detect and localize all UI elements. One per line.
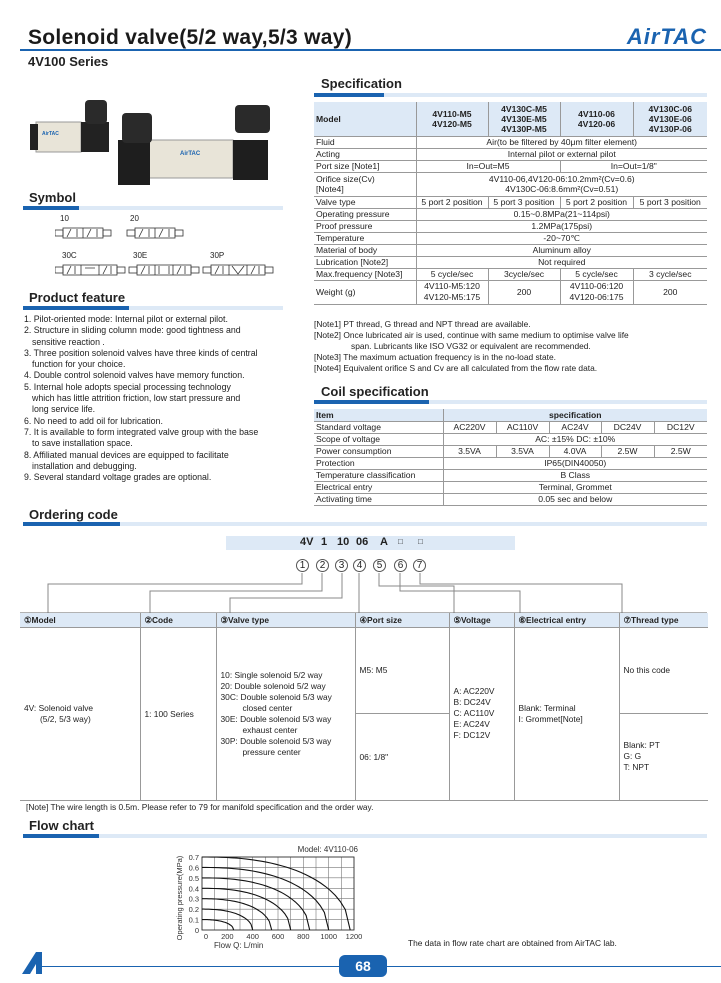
chart-title: Model: 4V110-06: [297, 845, 358, 854]
header-thread-type: ⑦Thread type: [619, 613, 708, 627]
x-axis-label: Flow Q: L/min: [214, 941, 264, 950]
code-part-port: 06: [356, 536, 369, 548]
row-label: Material of body: [314, 244, 416, 256]
marker-6: 6: [394, 559, 407, 572]
orifice-value: [416, 172, 707, 196]
valve-type-cell: [216, 627, 355, 800]
thread-option: G: G: [623, 751, 642, 761]
model-line: 4V: Solenoid valve: [24, 702, 94, 713]
row-label: Lubrication [Note2]: [314, 256, 416, 268]
protection-value: IP65(DIN40050): [443, 457, 707, 469]
row-label: Proof pressure: [314, 220, 416, 232]
thread-06: [620, 714, 709, 800]
code-part-entry: □: [398, 537, 403, 546]
valve-type-item: 30C: Double solenoid 5/3 way: [220, 691, 332, 702]
symbol-30e-drawing: [129, 265, 199, 275]
model-cell: [20, 627, 140, 800]
row-label: Operating pressure: [314, 208, 416, 220]
coil-heading-bar: [314, 400, 707, 404]
model-header: Model: [314, 102, 416, 136]
temperature-value: -20~70℃: [416, 232, 707, 244]
small-valve-image: [30, 100, 109, 152]
marker-5: 5: [373, 559, 386, 572]
marker-2: 2: [316, 559, 329, 572]
product-feature-heading-bar: [23, 306, 283, 310]
x-tick-label: 600: [271, 932, 285, 941]
feature-item-cont: which has little attrition friction, low start pressure and: [32, 393, 241, 404]
thread-option: Blank: PT: [623, 740, 660, 750]
y-tick-label: 0.5: [188, 873, 199, 883]
y-tick-label: 0.3: [188, 894, 199, 904]
valve-symbol-drawings: [55, 222, 305, 284]
material-value: Aluminum alloy: [416, 244, 707, 256]
power-value: 2.5W: [601, 445, 654, 457]
feature-item-cont: long service life.: [32, 404, 96, 415]
voltage-option: E: AC24V: [453, 719, 490, 729]
fluid-value: Air(to be filtered by 40μm filter element): [416, 136, 707, 148]
y-tick-label: 0.7: [188, 853, 199, 862]
row-label: Protection: [314, 457, 443, 469]
product-feature-heading: Product feature: [29, 290, 126, 305]
model-col-4: 4V130C-06 4V130E-06 4V130P-06: [633, 102, 707, 136]
row-label: Port size [Note1]: [314, 160, 416, 172]
voltage-cell: [449, 627, 514, 800]
y-tick-label: 0.4: [188, 884, 199, 894]
chart-curves: [202, 857, 350, 930]
flow-curve-0.1MPa: [202, 920, 234, 930]
page-number: 68: [339, 955, 387, 977]
power-value: 4.0VA: [549, 445, 601, 457]
header-electrical-entry: ⑥Electrical entry: [514, 613, 619, 627]
title-divider: [20, 49, 721, 51]
acting-value: Internal pilot or external pilot: [416, 148, 707, 160]
symbol-label-30c: 30C: [62, 251, 77, 260]
port-size-m5: In=Out=M5: [416, 160, 560, 172]
voltage-value: AC110V: [496, 421, 549, 433]
row-label: Activating time: [314, 493, 443, 505]
entry-option: I: Grommet[Note]: [518, 713, 583, 724]
voltage-option: B: DC24V: [453, 697, 491, 707]
feature-item: 9. Several standard voltage grades are optional.: [24, 472, 212, 483]
marker-1: 1: [296, 559, 309, 572]
svg-text:AirTAC: AirTAC: [42, 131, 59, 137]
frequency-value: 5 cycle/sec: [416, 268, 488, 280]
symbol-heading: Symbol: [29, 190, 76, 205]
thread-option: T: NPT: [623, 762, 650, 772]
specification-table: [314, 102, 707, 305]
note-2-cont: span. Lubricants like ISO VG32 or equivalent are recommended.: [351, 341, 591, 351]
coil-spec-table: [314, 409, 707, 506]
voltage-option: C: AC110V: [453, 708, 495, 718]
x-tick-label: 400: [246, 932, 259, 941]
spec-header: specification: [443, 409, 707, 421]
symbol-heading-bar: [23, 206, 283, 210]
feature-item: 6. No need to add oil for lubrication.: [24, 415, 163, 426]
voltage-value: AC220V: [443, 421, 496, 433]
symbol-10-drawing: [55, 228, 111, 238]
product-photo: [30, 95, 280, 190]
x-tick-label: 800: [297, 932, 310, 941]
port-size-m5: M5: M5: [356, 628, 449, 714]
flow-curve-0.5MPa: [202, 878, 310, 930]
row-label: Acting: [314, 148, 416, 160]
ordering-heading-bar: [23, 522, 707, 526]
header-voltage: ⑤Voltage: [449, 613, 514, 627]
power-value: 2.5W: [654, 445, 707, 457]
voltage-option: A: AC220V: [453, 686, 495, 696]
row-label: Temperature: [314, 232, 416, 244]
valve-type-cont: pressure center: [242, 746, 301, 757]
row-label: Power consumption: [314, 445, 443, 457]
model-line: (5/2, 5/3 way): [40, 713, 91, 724]
flow-chart: [170, 840, 370, 955]
row-label: Electrical entry: [314, 481, 443, 493]
feature-item-cont: installation and debugging.: [32, 460, 137, 471]
weight-value: 200: [633, 280, 707, 304]
code-cell: 1: 100 Series: [140, 627, 216, 800]
feature-item: 8. Affiliated manual devices are equipped to facilitate: [24, 449, 229, 460]
scope-value: AC: ±15% DC: ±10%: [443, 433, 707, 445]
code-part-thread: □: [418, 537, 423, 546]
valve-type-value: 5 port 2 position: [416, 196, 488, 208]
specification-heading-bar: [314, 93, 707, 97]
row-label: Scope of voltage: [314, 433, 443, 445]
model-col-3: 4V110-06 4V120-06: [560, 102, 633, 136]
x-tick-label: 1000: [320, 932, 338, 941]
temp-class-value: B Class: [443, 469, 707, 481]
port-size-06: In=Out=1/8": [560, 160, 707, 172]
model-col-1: 4V110-M5 4V120-M5: [416, 102, 488, 136]
entry-value: Terminal, Grommet: [443, 481, 707, 493]
header-model: ①Model: [20, 613, 140, 627]
frequency-value: 5 cycle/sec: [560, 268, 633, 280]
row-label: Valve type: [314, 196, 416, 208]
header-code: ②Code: [140, 613, 216, 627]
spec-notes: [314, 319, 714, 374]
port-size-06: 06: 1/8": [359, 751, 389, 762]
specification-heading: Specification: [321, 76, 402, 91]
coil-specification-heading: Coil specification: [321, 384, 429, 399]
row-label: Max.frequency [Note3]: [314, 268, 416, 280]
valve-type-item: 30E: Double solenoid 5/3 way: [220, 713, 332, 724]
proof-pressure-value: 1.2MPa(175psi): [416, 220, 707, 232]
ordering-table: [20, 613, 708, 801]
page-title: Solenoid valve(5/2 way,5/3 way): [28, 26, 353, 49]
note-1: [Note1] PT thread, G thread and NPT thread are available.: [314, 319, 531, 329]
weight-value: 4V110-06:120 4V120-06:175: [560, 280, 633, 304]
row-label: Fluid: [314, 136, 416, 148]
symbol-30c-drawing: [55, 265, 125, 275]
voltage-value: AC24V: [549, 421, 601, 433]
frequency-value: 3 cycle/sec: [633, 268, 707, 280]
x-tick-label: 200: [221, 932, 234, 941]
weight-value: 200: [488, 280, 560, 304]
svg-text:AirTAC: AirTAC: [180, 151, 201, 157]
valve-type-cont: exhaust center: [242, 724, 298, 735]
valve-type-cont: closed center: [242, 702, 293, 713]
feature-item: 3. Three position solenoid valves have three kinds of central: [24, 347, 258, 358]
note-4: [Note4] Equivalent orifice S and Cv are all calculated from the flow rate data.: [314, 363, 598, 373]
valve-type-item: 30P: Double solenoid 5/3 way: [220, 735, 332, 746]
voltage-value: DC12V: [654, 421, 707, 433]
item-header: Item: [314, 409, 443, 421]
series-subtitle: 4V100 Series: [28, 54, 109, 69]
airtac-footer-logo-icon: [20, 950, 46, 976]
symbol-label-30p: 30P: [210, 251, 225, 260]
valve-type-item: 20: Double solenoid 5/2 way: [220, 680, 326, 691]
feature-item: 5. Internal hole adopts special processing technology: [24, 381, 231, 392]
note-2: [Note2] Once lubricated air is used, continue with same medium to optimise valve life: [314, 330, 629, 340]
feature-item: 4. Double control solenoid valves have memory function.: [24, 370, 245, 381]
feature-item-cont: function for your choice.: [32, 359, 126, 370]
x-tick-label: 0: [203, 932, 209, 941]
airtac-logo: AirTAC: [626, 24, 707, 49]
symbol-label-30e: 30E: [133, 251, 148, 260]
code-part-voltage: A: [380, 536, 388, 548]
voltage-value: DC24V: [601, 421, 654, 433]
feature-list: [24, 314, 294, 483]
large-valve-image: [118, 105, 270, 185]
x-tick-label: 1200: [345, 932, 363, 941]
frequency-value: 3cycle/sec: [488, 268, 560, 280]
row-label: Orifice size(Cv) [Note4]: [314, 172, 416, 196]
y-tick-label: 0.6: [188, 863, 199, 873]
y-axis-label: Operating pressure(MPa): [175, 855, 184, 941]
row-label: Standard voltage: [314, 421, 443, 433]
header-port-size: ④Port size: [355, 613, 449, 627]
orifice-line-2: 4V130C-06:8.6mm²(Cv=0.51): [505, 184, 619, 194]
flow-chart-heading-bar: [23, 834, 707, 838]
header-valve-type: ③Valve type: [216, 613, 355, 627]
orifice-line-1: 4V110-06,4V120-06:10.2mm²(Cv=0.6): [488, 174, 635, 184]
thread-cell: [619, 627, 708, 800]
feature-item: 2. Structure in sliding column mode: good tightness and: [24, 325, 241, 336]
ordering-code-heading: Ordering code: [29, 507, 118, 522]
code-example-strip: [226, 536, 515, 550]
entry-cell: [514, 627, 619, 800]
valve-type-value: 5 port 3 position: [488, 196, 560, 208]
code-part-code: 1: [321, 536, 328, 548]
weight-value: 4V110-M5:120 4V120-M5:175: [416, 280, 488, 304]
row-label: Weight (g): [314, 280, 416, 304]
valve-type-value: 5 port 3 position: [633, 196, 707, 208]
note-3: [Note3] The maximum actuation frequency is in the no-load state.: [314, 352, 556, 362]
flow-chart-annotation: The data in flow rate chart are obtained from AirTAC lab.: [408, 938, 617, 948]
y-tick-label: 0.2: [188, 905, 199, 915]
symbol-20-drawing: [127, 228, 183, 238]
y-tick-label: 0: [194, 926, 199, 935]
ordering-note: [Note] The wire length is 0.5m. Please refer to 79 for manifold specification and the order way.: [26, 802, 374, 812]
thread-m5: No this code: [620, 628, 709, 714]
feature-item-cont: sensitive reaction .: [32, 336, 105, 347]
y-tick-label: 0.1: [188, 915, 199, 925]
valve-type-value: 5 port 2 position: [560, 196, 633, 208]
activating-value: 0.05 sec and below: [443, 493, 707, 505]
operating-pressure-value: 0.15~0.8MPa(21~114psi): [416, 208, 707, 220]
ordering-connector-lines: [0, 550, 721, 614]
entry-option: Blank: Terminal: [518, 702, 576, 713]
marker-4: 4: [353, 559, 366, 572]
code-part-valve-type: 10: [337, 536, 350, 548]
feature-item: 7. It is available to form integrated valve group with the base: [24, 426, 259, 437]
port-size-cell: [355, 627, 449, 800]
marker-3: 3: [335, 559, 348, 572]
symbol-label-20: 20: [130, 214, 139, 223]
power-value: 3.5VA: [496, 445, 549, 457]
symbol-label-10: 10: [60, 214, 69, 223]
model-col-2: 4V130C-M5 4V130E-M5 4V130P-M5: [488, 102, 560, 136]
lubrication-value: Not required: [416, 256, 707, 268]
voltage-option: F: DC12V: [453, 730, 491, 740]
feature-item-cont: to save installation space.: [32, 438, 133, 449]
symbol-30p-drawing: [203, 265, 273, 275]
flow-chart-heading: Flow chart: [29, 818, 95, 833]
marker-7: 7: [413, 559, 426, 572]
feature-item: 1. Pilot-oriented mode: Internal pilot or external pilot.: [24, 314, 228, 324]
valve-type-item: 10: Single solenoid 5/2 way: [220, 669, 323, 680]
row-label: Temperature classification: [314, 469, 443, 481]
power-value: 3.5VA: [443, 445, 496, 457]
code-part-model: 4V: [300, 536, 314, 548]
